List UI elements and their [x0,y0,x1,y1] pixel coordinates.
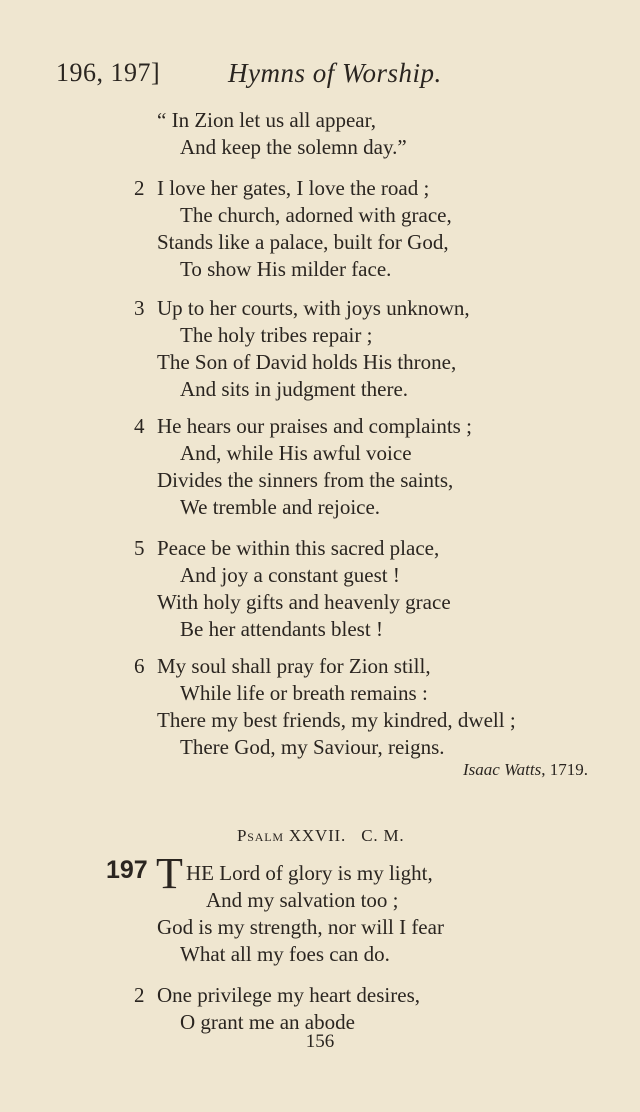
verse-line: The holy tribes repair ; [180,323,373,347]
verse-line: My soul shall pray for Zion still, [157,654,431,678]
verse-line: And joy a constant guest ! [180,563,400,587]
drop-cap: T [156,849,183,898]
verse-line: There God, my Saviour, reigns. [180,735,445,759]
verse-line: And my salvation too ; [206,888,399,912]
header-title: Hymns of Worship. [228,58,442,88]
verse-number: 2 [134,176,145,200]
author-name: Isaac Watts [463,760,542,779]
verse-line: Up to her courts, with joys unknown, [157,296,470,320]
verse-line: And, while His awful voice [180,441,412,465]
verse-line: And sits in judgment there. [180,377,409,401]
verse-line: God is my strength, nor will I fear [157,915,444,939]
verse-number: 6 [134,654,145,678]
verse-line: What all my foes can do. [180,942,390,966]
verse-line: The Son of David holds His throne, [157,350,457,374]
verse-line: Peace be within this sacred place, [157,536,440,560]
running-header [56,58,600,94]
verse-line: I love her gates, I love the road ; [157,176,430,200]
verse-line: One privilege my heart desires, [157,983,420,1007]
verse-number: 4 [134,414,145,438]
verse-line: Divides the sinners from the saints, [157,468,454,492]
verse-number: 3 [134,296,145,320]
psalm-title: Psalm XXVII. [237,826,347,845]
verse-line: While life or breath remains : [180,681,428,705]
verse-line: He hears our praises and complaints ; [157,414,472,438]
verse-line: To show His milder face. [180,257,392,281]
verse-number: 5 [134,536,145,560]
verse-number: 2 [134,983,145,1007]
author-attribution: Isaac Watts, 1719. [463,760,588,779]
verse-line: Stands like a palace, built for God, [157,230,449,254]
continuation-line: And keep the solemn day.” [180,135,407,159]
hymn-number: 197 [106,856,148,884]
meter-label: C. M. [361,826,405,845]
verse-line: We tremble and rejoice. [180,495,381,519]
header-hymn-numbers: 196, 197] [56,58,161,87]
verse-line: There my best friends, my kindred, dwell ; [157,708,516,732]
verse-line: The church, adorned with grace, [180,203,452,227]
verse-line: With holy gifts and heavenly grace [157,590,451,614]
page-number: 156 [305,1031,335,1052]
author-year: 1719. [549,760,588,779]
verse-line: HE Lord of glory is my light, [186,861,433,885]
continuation-line: “ In Zion let us all appear, [157,108,376,132]
verse-line: O grant me an abode [180,1010,355,1034]
psalm-heading [237,826,404,846]
verse-line: Be her attendants blest ! [180,617,383,641]
